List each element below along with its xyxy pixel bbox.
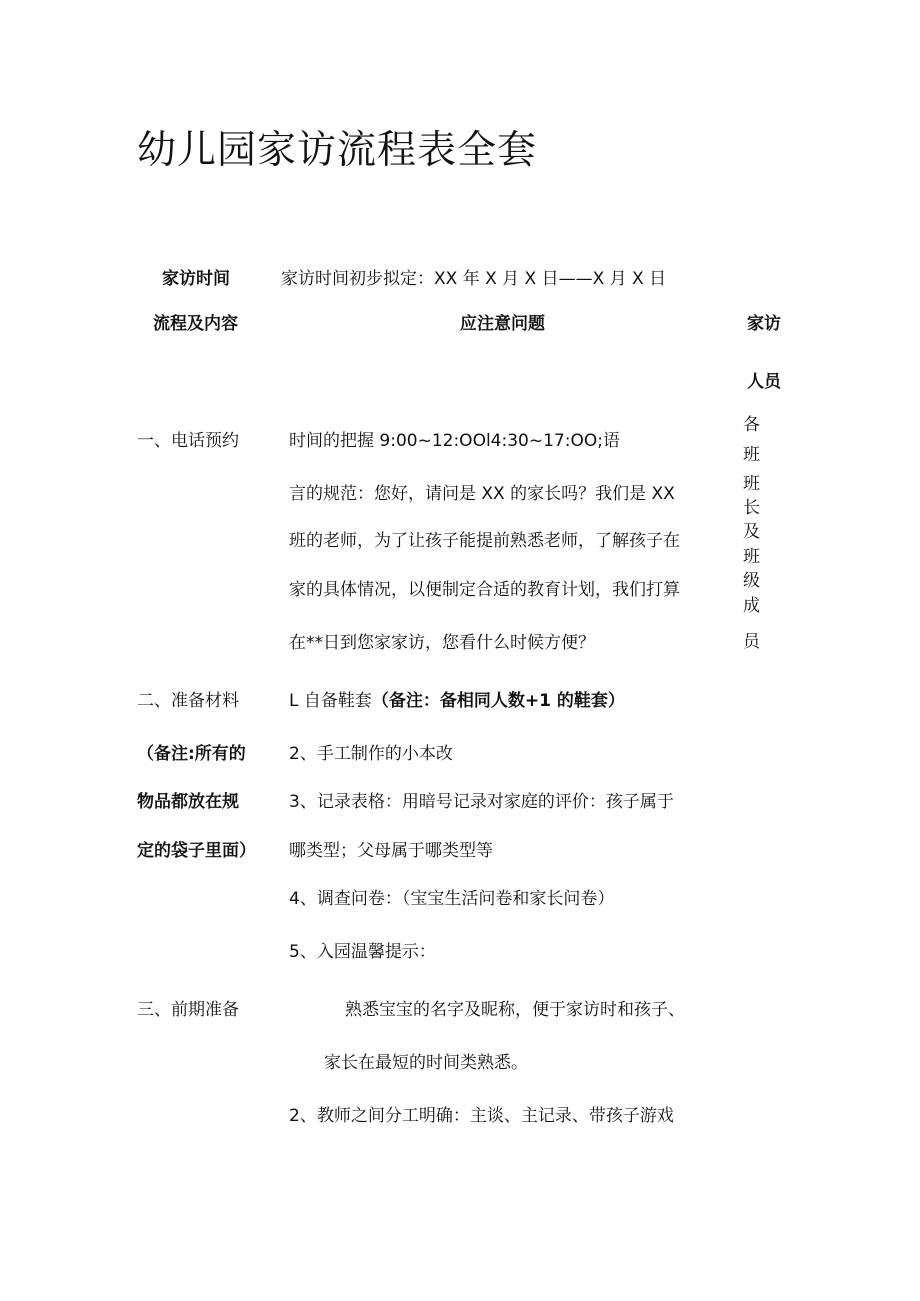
staff-char: 班 — [743, 474, 760, 494]
section-label-phone: 一、电话预约 — [137, 431, 239, 451]
page-title: 幼儿园家访流程表全套 — [137, 128, 538, 173]
time-label: 家访时间 — [162, 269, 230, 289]
materials-item: 4、调查问卷：（宝宝生活问卷和家长问卷） — [289, 889, 615, 909]
staff-char: 级 — [743, 571, 760, 591]
time-value: 家访时间初步拟定：XX 年 X 月 X 日——X 月 X 日 — [281, 269, 667, 289]
materials-item-1 — [289, 690, 625, 712]
column-header-staff: 家访 — [747, 314, 781, 334]
materials-item: 5、入园温馨提示： — [289, 942, 436, 962]
phone-line: 时间的把握 9:00~12:OOl4:30~17:OO;语 — [289, 431, 620, 451]
materials-note-line: 定的袋子里面） — [137, 841, 256, 861]
prep-line: 熟悉宝宝的名字及昵称，便于家访时和孩子、 — [345, 1000, 685, 1020]
staff-char: 及 — [743, 522, 760, 542]
materials-note-line: （备注:所有的 — [137, 744, 246, 764]
phone-line: 家的具体情况，以便制定合适的教育计划，我们打算 — [289, 580, 680, 600]
prep-line: 2、教师之间分工明确：主谈、主记录、带孩子游戏 — [289, 1106, 674, 1126]
phone-line: 在**日到您家家访，您看什么时候方便？ — [289, 633, 595, 653]
staff-char: 班 — [743, 547, 760, 567]
prep-line: 家长在最短的时间类熟悉。 — [324, 1053, 528, 1073]
materials-item: 2、手工制作的小本改 — [289, 744, 453, 764]
column-header-notes: 应注意问题 — [460, 314, 545, 334]
materials-item: 哪类型；父母属于哪类型等 — [289, 841, 493, 861]
materials-item: 3、记录表格：用暗号记录对家庭的评价：孩子属于 — [289, 792, 674, 812]
section-label-prep: 三、前期准备 — [137, 1000, 239, 1020]
phone-line: 班的老师，为了让孩子能提前熟悉老师，了解孩子在 — [289, 531, 680, 551]
phone-line: 言的规范：您好，请问是 XX 的家长吗？我们是 XX — [289, 484, 675, 504]
staff-char: 班 — [743, 445, 760, 465]
column-header-staff-line2: 人员 — [747, 372, 781, 392]
materials-note-line: 物品都放在规 — [137, 792, 239, 812]
staff-char: 长 — [743, 498, 760, 518]
staff-char: 员 — [743, 632, 760, 652]
materials-item-1-note: （备注：备相同人数+1 的鞋套） — [371, 691, 625, 711]
column-header-process: 流程及内容 — [153, 314, 238, 334]
materials-item-1-text: L 自备鞋套 — [289, 691, 372, 711]
staff-char: 成 — [743, 596, 760, 616]
staff-char: 各 — [743, 415, 760, 435]
section-label-materials: 二、准备材料 — [137, 691, 239, 711]
